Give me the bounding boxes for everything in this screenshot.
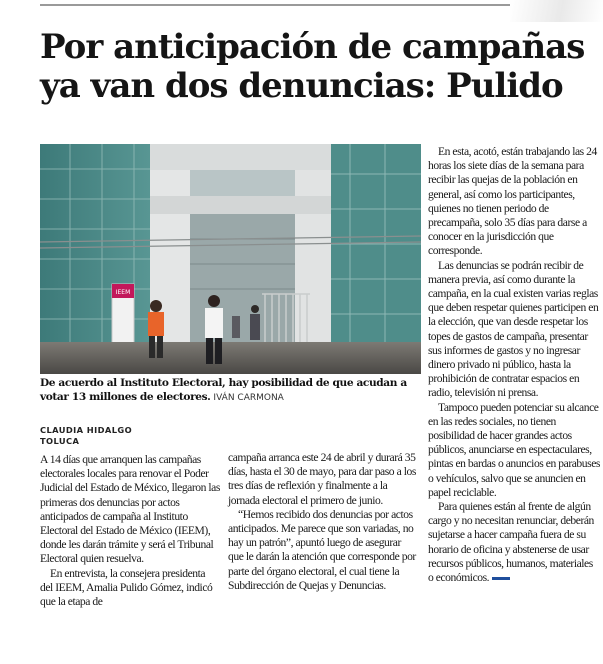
article-column-1	[40, 453, 220, 609]
paragraph: En entrevista, la consejera presidenta del IEEM, Amalia Pulido Gómez, indicó que la etapa de	[40, 566, 213, 609]
paragraph: Las denuncias se podrán recibir de manera previa, así como durante la campaña, en la cual existen varias reglas que deben respetar quienes participen en la elección, que van desde respetar los topes de gastos de campaña, presentar sus informes de gastos y no ingresar dinero privado ni público, hasta la prohibición de contratar espacios en radio, televisión ni prensa.	[428, 258, 599, 400]
article-column-3	[428, 145, 600, 585]
paragraph: En esta, acotó, están trabajando las 24 horas los siete días de la semana para recibir las quejas de la población en general, así como los participantes, quienes no tienen periodo de precampaña, solo 35 días para darse a conocer en la jurisdicción que corresponde.	[428, 145, 597, 258]
paragraph: campaña arranca este 24 de abril y durará 35 días, hasta el 30 de mayo, para dar paso a los tres días de reflexión y finalmente a la jornada electoral el primero de junio.	[228, 451, 416, 507]
building-entrance-illustration	[40, 144, 421, 374]
top-rule	[40, 4, 510, 6]
byline	[40, 425, 220, 447]
photo-credit: IVÁN CARMONA	[213, 393, 284, 403]
headline-line-2: ya van dos denuncias: Pulido	[40, 66, 563, 106]
author-name: CLAUDIA HIDALGO	[40, 425, 133, 435]
headline	[40, 28, 600, 106]
paragraph: Tampoco pueden potenciar su alcance en las redes sociales, no tienen posibilidad de hacer grandes actos públicos, anunciarse en espectaculares, pintas en bardas o anuncios en parabuses o vehículos, salvo que se anuncien en papel reciclable.	[428, 400, 600, 499]
end-of-article-mark	[492, 577, 510, 580]
banner-text: IEEM	[115, 289, 131, 296]
article-photo	[40, 144, 421, 374]
caption-text: De acuerdo al Instituto Electoral, hay posibilidad de que acudan a votar 13 millones de electores.	[40, 377, 407, 403]
paragraph: A 14 días que arranquen las campañas electorales locales para renovar el Poder Judicial del Estado de México, llegaron las primeras dos denuncias por actos anticipados de campaña al Instituto Electoral del Estado de México (IEEM), donde les darán trámite y será el Tribunal Electoral quien resuelva.	[40, 453, 220, 566]
dateline-location: TOLUCA	[40, 436, 80, 446]
paragraph: Para quienes están al frente de algún cargo y no necesitan renunciar, deberán sujetarse a hacer campaña fuera de su horario de oficina y abstenerse de usar recursos públicos, humanos, materiales o económicos.	[428, 500, 594, 585]
article-column-2	[228, 451, 418, 593]
photo-caption	[40, 376, 424, 405]
corner-decoration	[510, 0, 603, 22]
headline-line-1: Por anticipación de campañas	[40, 27, 585, 67]
paragraph: “Hemos recibido dos denuncias por actos anticipados. Me parece que son variadas, no hay un patrón”, apuntó luego de asegurar que le darán la atención que corresponde por parte del órgano electoral, el cual tiene la Subdirección de Quejas y Denuncias.	[228, 507, 416, 592]
